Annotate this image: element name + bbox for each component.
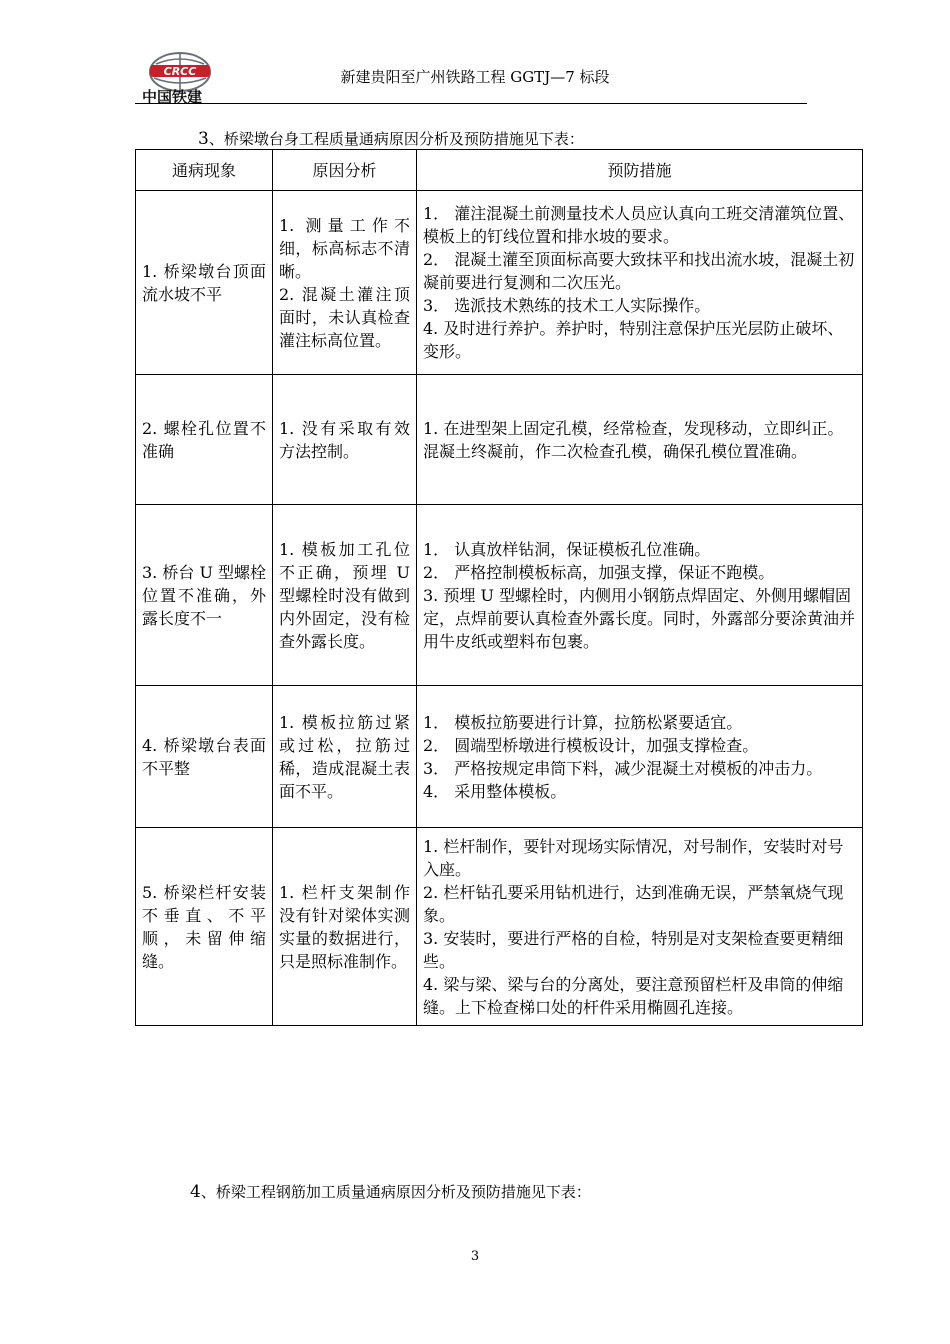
cell-phenomenon: 3. 桥台 U 型螺栓位置不准确，外露长度不一 — [136, 505, 273, 686]
defects-table — [135, 149, 863, 1026]
measure-item: 4. 梁与梁、梁与台的分离处，要注意预留栏杆及串筒的伸缩缝。上下检查梯口处的杆件采用椭圆孔连接。 — [423, 974, 844, 1017]
logo-text: 中国铁建 — [142, 88, 203, 106]
header-phenomenon: 通病现象 — [136, 150, 273, 191]
measure-item: 4． 采用整体模板。 — [423, 781, 567, 801]
measure-item: 3． 严格按规定串筒下料，减少混凝土对模板的冲击力。 — [423, 758, 823, 778]
measure-item: 1. 在进型架上固定孔模，经常检查，发现移动，立即纠正。混凝土终凝前，作二次检查孔模，确保孔模位置准确。 — [423, 418, 844, 461]
cell-cause — [273, 191, 417, 375]
table-row — [136, 828, 863, 1026]
page-number: 3 — [470, 1249, 480, 1264]
cell-phenomenon: 4. 桥梁墩台表面不平整 — [136, 686, 273, 828]
cell-measures — [417, 505, 863, 686]
section-3-heading — [198, 128, 584, 149]
table-header-row — [136, 150, 863, 191]
cell-phenomenon: 1. 桥梁墩台顶面流水坡不平 — [136, 191, 273, 375]
table-row — [136, 375, 863, 505]
table-row — [136, 505, 863, 686]
cell-cause: 1. 栏杆支架制作没有针对梁体实测实量的数据进行，只是照标准制作。 — [273, 828, 417, 1026]
cell-measures — [417, 375, 863, 505]
table-row — [136, 191, 863, 375]
document-header-title: 新建贵阳至广州铁路工程 GGTJ—7 标段 — [340, 68, 610, 86]
measure-item: 1. 栏杆制作，要针对现场实际情况，对号制作，安装时对号入座。 — [423, 836, 844, 879]
measure-item: 3. 预埋 U 型螺栓时，内侧用小钢筋点焊固定、外侧用螺帽固定，点焊前要认真检查外露长度。同时，外露部分要涂黄油并用牛皮纸或塑料布包裹。 — [423, 585, 856, 651]
cell-phenomenon: 2. 螺栓孔位置不准确 — [136, 375, 273, 505]
measure-item: 4. 及时进行养护。养护时，特别注意保护压光层防止破坏、变形。 — [423, 319, 844, 361]
section-3-title: 、桥梁墩台身工程质量通病原因分析及预防措施见下表： — [208, 130, 584, 148]
section-3-number: 3 — [198, 129, 209, 149]
header-cause: 原因分析 — [273, 150, 417, 191]
measure-item: 2． 严格控制模板标高，加强支撑，保证不跑模。 — [423, 562, 775, 582]
measure-item: 1． 模板拉筋要进行计算，拉筋松紧要适宜。 — [423, 712, 743, 732]
cell-cause: 1. 模板加工孔位不正确，预埋 U 型螺栓时没有做到内外固定，没有检查外露长度。 — [273, 505, 417, 686]
cause-line: 1. 测量工作不细，标高标志不清晰。 — [279, 215, 410, 281]
header-measures: 预防措施 — [417, 150, 863, 191]
logo-mark-text: CRCC — [163, 65, 197, 78]
cause-line: 2. 混凝土灌注顶面时，未认真检查灌注标高位置。 — [279, 284, 410, 350]
measure-item: 1． 认真放样钻洞，保证模板孔位准确。 — [423, 539, 711, 559]
measure-item: 3． 选派技术熟练的技术工人实际操作。 — [423, 296, 711, 315]
header-divider — [135, 103, 807, 104]
cell-measures — [417, 828, 863, 1026]
cell-cause: 1. 没有采取有效方法控制。 — [273, 375, 417, 505]
cell-phenomenon: 5. 桥梁栏杆安装不垂直、不平顺，未留伸缩缝。 — [136, 828, 273, 1026]
measure-item: 2． 圆端型桥墩进行模板设计，加强支撑检查。 — [423, 735, 759, 755]
section-4-heading — [190, 1181, 591, 1202]
measure-item: 2． 混凝土灌至顶面标高要大致抹平和找出流水坡，混凝土初凝前要进行复测和二次压光。 — [423, 250, 855, 292]
measure-item: 3. 安装时，要进行严格的自检，特别是对支架检查要更精细些。 — [423, 928, 844, 971]
measure-item: 1． 灌注混凝土前测量技术人员应认真向工班交清灌筑位置、模板上的钉线位置和排水坡的要求。 — [423, 204, 855, 246]
section-4-title: 、桥梁工程钢筋加工质量通病原因分析及预防措施见下表： — [200, 1183, 591, 1201]
cell-cause: 1. 模板拉筋过紧或过松，拉筋过稀，造成混凝土表面不平。 — [273, 686, 417, 828]
cell-measures — [417, 191, 863, 375]
cell-measures — [417, 686, 863, 828]
measure-item: 2. 栏杆钻孔要采用钻机进行，达到准确无误，严禁氧烧气现象。 — [423, 882, 844, 925]
table-row — [136, 686, 863, 828]
section-4-number: 4 — [190, 1182, 201, 1202]
